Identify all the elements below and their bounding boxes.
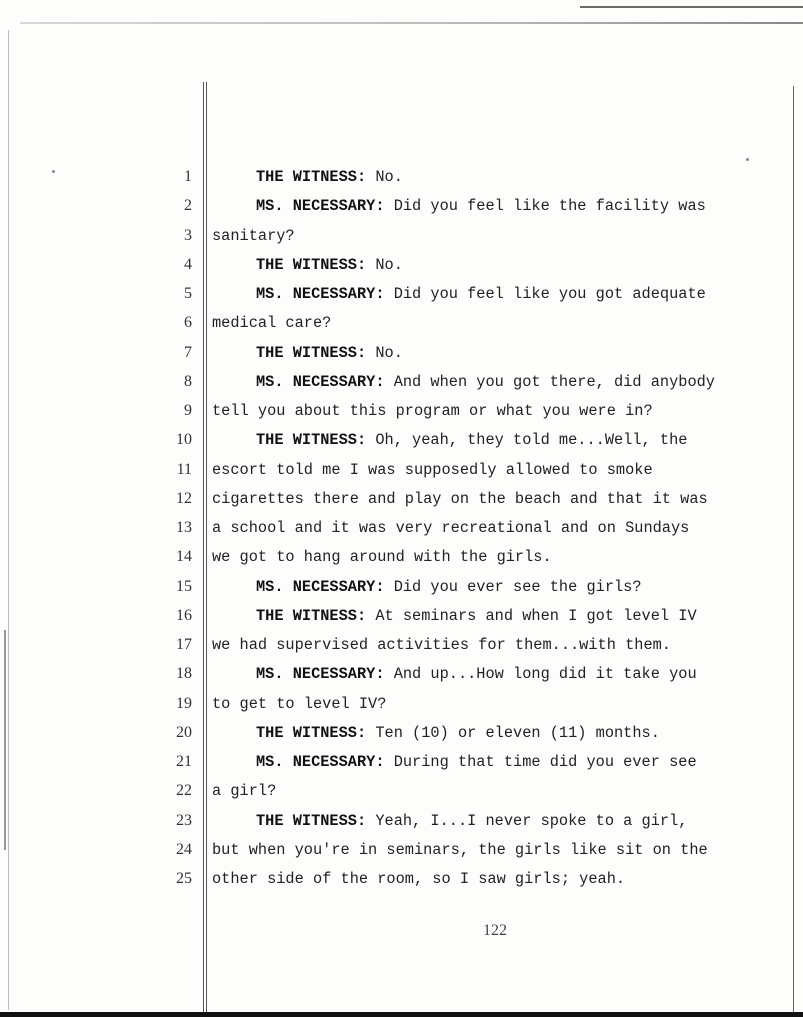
spoken-text: we had supervised activities for them...with them. (212, 636, 671, 654)
line-text (256, 573, 642, 601)
line-text (212, 456, 653, 484)
line-number: 18 (176, 665, 192, 683)
line-text (256, 426, 687, 454)
spoken-text: but when you're in seminars, the girls like sit on the (212, 840, 708, 859)
page-number: 122 (483, 922, 507, 939)
spoken-text: And when you got there, did anybody (384, 372, 715, 391)
spoken-text: No. (366, 168, 403, 186)
scan-top-rule-dark (580, 6, 803, 8)
line-number: 2 (184, 197, 192, 215)
line-text (212, 865, 625, 893)
line-number: 20 (176, 723, 192, 741)
scan-left-mark (4, 630, 6, 850)
line-number: 4 (184, 255, 192, 273)
line-number: 24 (176, 840, 192, 858)
transcript-line (150, 339, 790, 367)
line-number: 22 (176, 782, 192, 800)
transcript-line (150, 280, 790, 308)
line-number: 16 (176, 606, 192, 624)
transcript-line (150, 251, 790, 279)
spoken-text: medical care? (212, 314, 332, 333)
line-number: 11 (176, 460, 192, 478)
line-text (212, 514, 689, 542)
speaker-label: THE WITNESS: (256, 343, 367, 362)
spoken-text: we got to hang around with the girls. (212, 548, 552, 567)
spoken-text: Ten (10) or eleven (11) months. (366, 723, 660, 742)
line-number: 7 (184, 343, 192, 361)
line-number: 8 (184, 372, 192, 390)
spoken-text: And up...How long did it take you (384, 665, 697, 684)
transcript-line (150, 865, 790, 893)
transcript-line (150, 836, 790, 864)
line-number: 12 (176, 489, 192, 507)
transcript-line (150, 485, 790, 513)
transcript-line (150, 602, 790, 630)
speaker-label: MS. NECESSARY: (256, 285, 385, 303)
spoken-text: sanitary? (212, 226, 295, 245)
spoken-text: Did you ever see the girls? (384, 577, 642, 596)
transcript-line (150, 192, 790, 220)
transcript-line (150, 163, 790, 191)
spoken-text: Did you feel like the facility was (384, 197, 706, 216)
spoken-text: Oh, yeah, they told me...Well, the (366, 431, 688, 450)
line-number: 6 (184, 314, 192, 332)
spoken-text: other side of the room, so I saw girls; yeah. (212, 870, 626, 888)
line-text (212, 397, 653, 425)
transcript-line (150, 631, 790, 659)
line-text (256, 192, 706, 220)
transcript-line (150, 573, 790, 601)
line-number: 15 (176, 577, 192, 595)
line-text (256, 719, 660, 747)
line-text (212, 485, 708, 513)
line-text (256, 280, 706, 308)
right-margin-rule (793, 86, 794, 1012)
line-text (256, 748, 697, 776)
transcript-line (150, 368, 790, 396)
transcript-line (150, 748, 790, 776)
spoken-text: During that time did you ever see (384, 753, 697, 771)
speaker-label: MS. NECESSARY: (256, 577, 385, 596)
transcript-line (150, 309, 790, 337)
line-text (256, 368, 715, 396)
spoken-text: a girl? (212, 782, 277, 801)
line-number: 10 (176, 431, 192, 449)
transcript-line (150, 660, 790, 688)
speaker-label: MS. NECESSARY: (256, 665, 385, 684)
line-text (256, 339, 403, 367)
line-number: 1 (184, 168, 192, 185)
transcript-line (150, 719, 790, 747)
line-text (212, 836, 708, 864)
line-text (212, 222, 295, 250)
speaker-label: MS. NECESSARY: (256, 753, 385, 771)
speaker-label: THE WITNESS: (256, 811, 367, 830)
speaker-label: THE WITNESS: (256, 723, 367, 742)
line-number: 19 (176, 694, 192, 712)
speaker-label: THE WITNESS: (256, 431, 367, 450)
speaker-label: MS. NECESSARY: (256, 372, 385, 391)
line-number: 9 (184, 402, 192, 419)
transcript-line (150, 397, 790, 425)
transcript-line (150, 690, 790, 718)
transcript-line (150, 514, 790, 542)
line-number: 13 (176, 519, 192, 536)
line-number: 3 (184, 226, 192, 244)
scan-left-edge (8, 30, 9, 1010)
spoken-text: cigarettes there and play on the beach and that it was (212, 489, 708, 508)
spoken-text: At seminars and when I got level IV (366, 606, 697, 625)
line-number: 23 (176, 811, 192, 829)
transcript-line (150, 426, 790, 454)
line-number: 25 (176, 870, 192, 887)
spoken-text: Yeah, I...I never spoke to a girl, (366, 811, 688, 830)
line-text (256, 807, 687, 835)
line-number: 17 (176, 636, 192, 653)
line-number: 21 (176, 753, 192, 770)
speaker-label: THE WITNESS: (256, 255, 367, 274)
line-number: 14 (176, 548, 192, 566)
line-text (212, 543, 552, 571)
line-text (256, 660, 697, 688)
line-text (212, 777, 276, 805)
scan-speck (746, 158, 749, 161)
speaker-label: THE WITNESS: (256, 606, 367, 625)
spoken-text: a school and it was very recreational and on Sundays (212, 519, 690, 537)
line-text (212, 631, 671, 659)
spoken-text: to get to level IV? (212, 694, 387, 713)
spoken-text: escort told me I was supposedly allowed to smoke (212, 460, 653, 479)
transcript-line (150, 777, 790, 805)
scan-speck (52, 170, 55, 173)
transcript-line (150, 456, 790, 484)
spoken-text: tell you about this program or what you were in? (212, 402, 653, 420)
speaker-label: THE WITNESS: (256, 168, 367, 186)
transcript-line (150, 543, 790, 571)
line-text (256, 163, 403, 191)
line-text (256, 602, 697, 630)
scan-top-rule (20, 22, 803, 24)
spoken-text: No. (366, 343, 403, 362)
spoken-text: No. (366, 255, 403, 274)
line-text (212, 690, 386, 718)
scan-bottom-edge (0, 1012, 803, 1017)
line-text (256, 251, 403, 279)
transcript-line (150, 807, 790, 835)
line-number: 5 (184, 285, 192, 302)
spoken-text: Did you feel like you got adequate (384, 285, 706, 303)
line-text (212, 309, 331, 337)
speaker-label: MS. NECESSARY: (256, 197, 385, 216)
transcript-line (150, 222, 790, 250)
